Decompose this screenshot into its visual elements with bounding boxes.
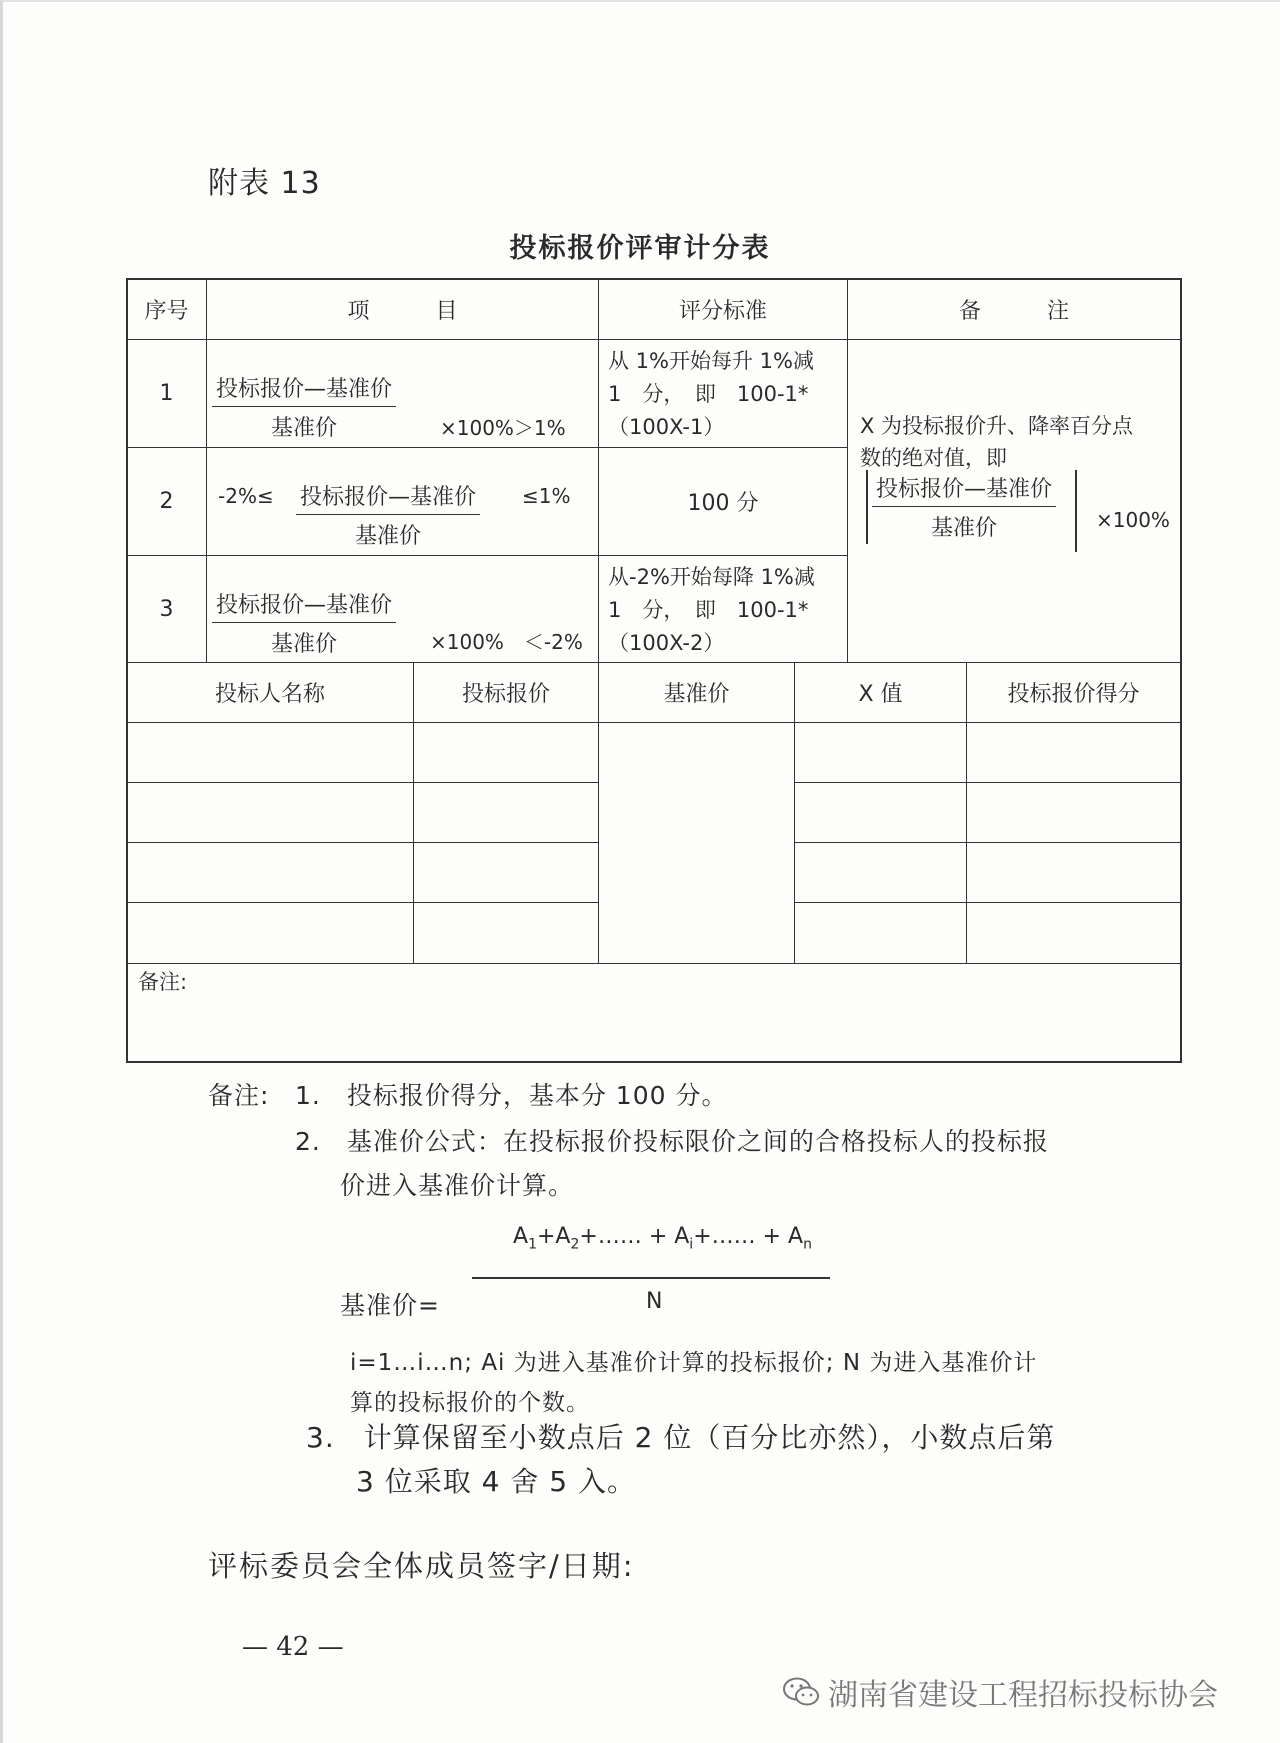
header-item: 项 目 xyxy=(347,299,458,324)
table-remark-label: 备注: xyxy=(138,970,188,994)
formula-numerator: $A_1+A_2+\dots\dots$ + $A_i+\dots\dots + A_n$ xyxy=(513,1224,812,1253)
header-bid-score: 投标报价得分 xyxy=(1007,682,1140,707)
rule xyxy=(126,339,1182,340)
page-number: — 42 — xyxy=(242,1632,344,1662)
notes-label: 备注: xyxy=(208,1081,270,1110)
formula-numerator: 投标报价—基准价 xyxy=(872,472,1056,507)
header-bidder-name: 投标人名称 xyxy=(214,682,325,707)
formula-fraction-bar xyxy=(472,1277,830,1279)
formula-denominator: 基准价 xyxy=(271,416,338,441)
formula-condition: ≤1% xyxy=(522,484,571,508)
remark-formula xyxy=(872,472,1056,542)
header-remark: 备 注 xyxy=(958,299,1069,324)
criteria-text xyxy=(608,345,840,444)
abs-bar-left xyxy=(866,470,868,544)
rule xyxy=(126,963,1182,964)
abs-bar-right xyxy=(1075,470,1077,552)
rule xyxy=(126,555,848,556)
formula-description-cont: 算的投标报价的个数。 xyxy=(350,1390,590,1416)
ratio-formula xyxy=(212,588,396,658)
criteria-text: 100 分 xyxy=(687,491,759,516)
header-base-price: 基准价 xyxy=(663,682,730,707)
table-border-right xyxy=(1180,278,1182,1063)
header-bid-price: 投标报价 xyxy=(461,682,550,707)
bidder-rows xyxy=(127,723,1180,963)
criteria-line: （100X-1） xyxy=(608,415,725,439)
formula-numerator: 投标报价—基准价 xyxy=(296,480,480,515)
formula-condition: ×100% ＜-2% xyxy=(430,630,583,654)
row-number: 3 xyxy=(159,596,174,622)
formula-denominator: 基准价 xyxy=(355,524,422,549)
row-number: 2 xyxy=(159,489,174,514)
appendix-label: 附表 13 xyxy=(208,166,321,201)
remark-suffix: ×100% xyxy=(1096,508,1170,532)
note-item-3: 3. 计算保留至小数点后 2 位（百分比亦然），小数点后第 xyxy=(306,1421,1056,1454)
formula-prefix: -2%≤ xyxy=(218,484,274,508)
formula-numerator: 投标报价—基准价 xyxy=(212,372,396,407)
note-item-1: 1. 投标报价得分，基本分 100 分。 xyxy=(295,1081,728,1110)
criteria-line: 1 分， 即 100-1* xyxy=(608,382,809,406)
note-item-2-cont: 价进入基准价计算。 xyxy=(340,1171,575,1200)
formula-description: i=1…i…n; Ai 为进入基准价计算的投标报价; N 为进入基准价计 xyxy=(350,1350,1038,1376)
ratio-formula xyxy=(212,372,396,442)
watermark-text: 湖南省建设工程招标投标协会 xyxy=(828,1678,1218,1713)
header-x-value: X 值 xyxy=(858,682,903,707)
row-number: 1 xyxy=(159,381,174,406)
formula-lhs: 基准价= xyxy=(340,1291,440,1320)
criteria-text xyxy=(608,561,840,660)
remark-line: 数的绝对值，即 xyxy=(860,446,1007,470)
formula-condition: ×100%＞1% xyxy=(440,416,566,440)
formula-denominator: 基准价 xyxy=(271,632,338,657)
wechat-icon xyxy=(782,1676,820,1708)
note-item-3-cont: 3 位采取 4 舍 5 入。 xyxy=(356,1465,636,1498)
criteria-line: 从 1%开始每升 1%减 xyxy=(608,349,814,373)
formula-denominator: 基准价 xyxy=(931,516,998,541)
criteria-line: 1 分， 即 100-1* xyxy=(608,598,809,622)
remark-line: X 为投标报价升、降率百分点 xyxy=(860,414,1134,438)
watermark xyxy=(782,1670,1218,1714)
document-title: 投标报价评审计分表 xyxy=(509,233,771,264)
signature-line: 评标委员会全体成员签字/日期: xyxy=(208,1549,635,1583)
ratio-formula xyxy=(296,480,480,550)
criteria-line: （100X-2） xyxy=(608,631,725,655)
header-criteria: 评分标准 xyxy=(678,299,767,324)
table-border-bottom xyxy=(126,1061,1182,1063)
formula-denominator: N xyxy=(646,1289,663,1314)
note-item-2: 2. 基准价公式：在投标报价投标限价之间的合格投标人的投标报 xyxy=(295,1127,1049,1156)
formula-numerator: 投标报价—基准价 xyxy=(212,588,396,623)
criteria-line: 从-2%开始每降 1%减 xyxy=(608,565,815,589)
header-seq: 序号 xyxy=(144,299,189,324)
